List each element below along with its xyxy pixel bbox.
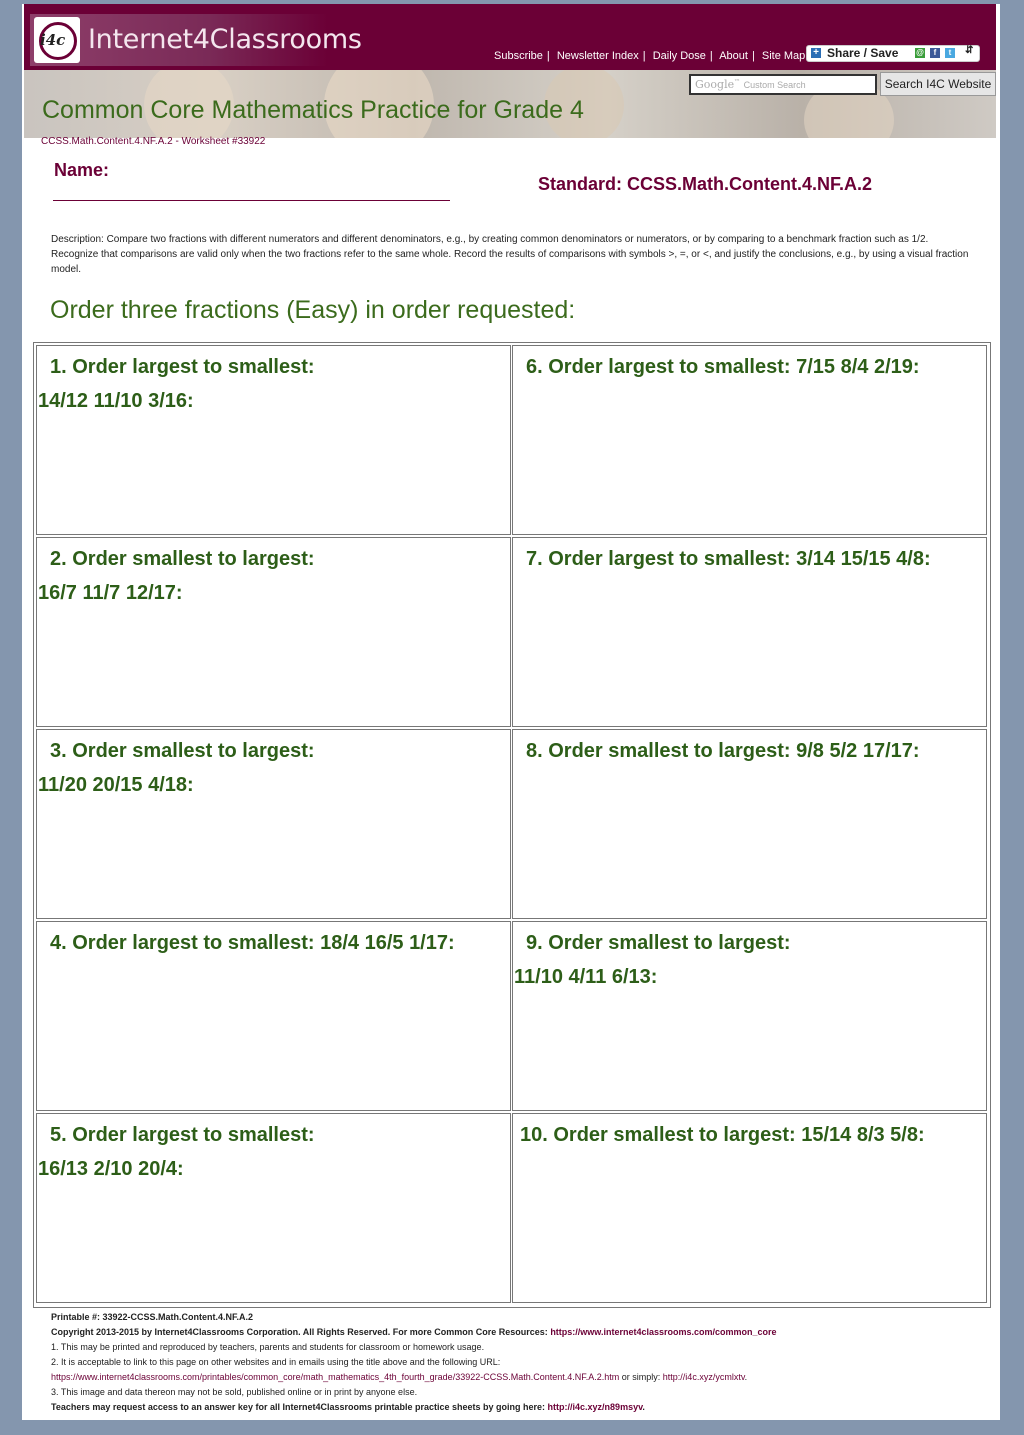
site-header	[24, 4, 996, 70]
problem-cell	[512, 729, 987, 919]
problem-1-prompt: 1. Order largest to smallest:	[50, 356, 315, 378]
problem-2-prompt: 2. Order smallest to largest:	[50, 548, 315, 570]
worksheet-short-url[interactable]: http://i4c.xyz/ycmlxtv	[662, 1372, 745, 1382]
problem-7-prompt: 7. Order largest to smallest: 3/14 15/15 4/8:	[526, 548, 931, 570]
name-label: Name:	[54, 160, 110, 180]
page-title: Common Core Mathematics Practice for Grade 4	[42, 96, 584, 124]
top-nav: Subscribe | Newsletter Index | Daily Dose | About | Site Map	[494, 50, 806, 62]
problem-cell	[36, 729, 511, 919]
problem-cell	[36, 345, 511, 535]
usage-note-2: 2. It is acceptable to link to this page on other websites and in emails using the title above and the following URL:	[51, 1357, 501, 1367]
logo-text: Internet4Classrooms	[88, 24, 362, 55]
problem-cell	[36, 921, 511, 1111]
site-logo[interactable]	[30, 14, 362, 66]
usage-note-3: 3. This image and data thereon may not be sold, published online or in print by anyone else.	[51, 1387, 418, 1397]
google-brand: Google™ Custom Search	[695, 78, 806, 91]
search-button[interactable]: Search I4C Website	[880, 72, 996, 96]
logo-badge	[34, 17, 80, 63]
usage-note-1: 1. This may be printed and reproduced by teachers, parents and students for classroom or homework usage.	[51, 1342, 485, 1352]
problem-4-prompt: 4. Order largest to smallest: 18/4 16/5 1/17:	[50, 932, 455, 954]
nav-about[interactable]: About	[719, 50, 748, 62]
worksheet-long-url[interactable]: https://www.internet4classrooms.com/printables/common_core/math_mathematics_4th_fourth_grade/33922-CCSS.Math.Content.4.NF.A.2.htm	[51, 1372, 620, 1382]
email-share-icon[interactable]: @	[916, 48, 924, 57]
printable-number: Printable #: 33922-CCSS.Math.Content.4.NF.A.2	[51, 1312, 254, 1322]
plus-icon: +	[811, 48, 821, 58]
twitter-icon[interactable]: t	[945, 48, 955, 58]
problem-6-prompt: 6. Order largest to smallest: 7/15 8/4 2/19:	[526, 356, 920, 378]
name-line	[53, 200, 450, 201]
problem-5-prompt: 5. Order largest to smallest:	[50, 1124, 315, 1146]
search-placeholder: Custom Search	[743, 80, 806, 90]
nav-newsletter-index[interactable]: Newsletter Index	[556, 50, 639, 62]
share-save-button[interactable]	[806, 45, 980, 62]
problem-8-prompt: 8. Order smallest to largest: 9/8 5/2 17/17:	[526, 740, 920, 762]
url-line: https://www.internet4classrooms.com/printables/common_core/math_mathematics_4th_fourth_grade/33922-CCSS.Math.Content.4.NF.A.2.htm or simply: http://i4c.xyz/ycmlxtv.	[51, 1372, 748, 1382]
worksheet-subtitle: Order three fractions (Easy) in order requested:	[50, 296, 576, 324]
nav-daily-dose[interactable]: Daily Dose	[652, 50, 706, 62]
problem-3-prompt: 3. Order smallest to largest:	[50, 740, 315, 762]
nav-subscribe[interactable]: Subscribe	[494, 50, 543, 62]
logo-badge-text: i4c	[40, 31, 66, 49]
answer-key-link[interactable]: http://i4c.xyz/n89msyv	[547, 1402, 643, 1412]
worksheet-id: CCSS.Math.Content.4.NF.A.2 - Worksheet #33922	[41, 136, 266, 147]
updown-arrow-icon[interactable]: ⇵	[965, 45, 974, 56]
problem-cell	[512, 921, 987, 1111]
problem-9-fractions: 11/10 4/11 6/13:	[514, 966, 658, 988]
search-input[interactable]	[689, 74, 877, 95]
problem-3-fractions: 11/20 20/15 4/18:	[38, 774, 194, 796]
problem-cell	[36, 537, 511, 727]
description: Description: Compare two fractions with different numerators and different denominators, e.g., by creating common denominators or numerators, or by comparing to a benchmark fraction such as 1/2. Recognize that comparisons are valid only when the two fractions refer to the same whole. Record the results of comparisons with symbols >, =, or <, and justify the conclusions, e.g., by using a visual fraction model.	[51, 234, 969, 275]
problem-5-fractions: 16/13 2/10 20/4:	[38, 1158, 184, 1180]
problem-10-prompt: 10. Order smallest to largest: 15/14 8/3 5/8:	[520, 1124, 925, 1146]
problem-cell	[512, 345, 987, 535]
facebook-icon[interactable]: f	[930, 48, 940, 58]
common-core-link[interactable]: https://www.internet4classrooms.com/common_core	[550, 1327, 777, 1337]
problem-grid	[33, 342, 991, 1308]
copyright: Copyright 2013-2015 by Internet4Classrooms Corporation. All Rights Reserved. For more Common Core Resources: https://www.internet4classrooms.com/common_core	[51, 1327, 777, 1337]
footer	[51, 1310, 981, 1415]
problem-cell	[512, 1113, 987, 1303]
problem-cell	[512, 537, 987, 727]
nav-site-map[interactable]: Site Map	[761, 50, 806, 62]
answer-key-note: Teachers may request access to an answer key for all Internet4Classrooms printable practice sheets by going here: http://i4c.xyz/n89msyv.	[51, 1402, 645, 1412]
page	[22, 4, 1000, 1420]
problem-cell	[36, 1113, 511, 1303]
problem-9-prompt: 9. Order smallest to largest:	[526, 932, 791, 954]
problem-2-fractions: 16/7 11/7 12/17:	[38, 582, 183, 604]
standard-label: Standard: CCSS.Math.Content.4.NF.A.2	[538, 174, 873, 194]
share-save-label: Share / Save	[827, 46, 899, 60]
problem-1-fractions: 14/12 11/10 3/16:	[38, 390, 194, 412]
